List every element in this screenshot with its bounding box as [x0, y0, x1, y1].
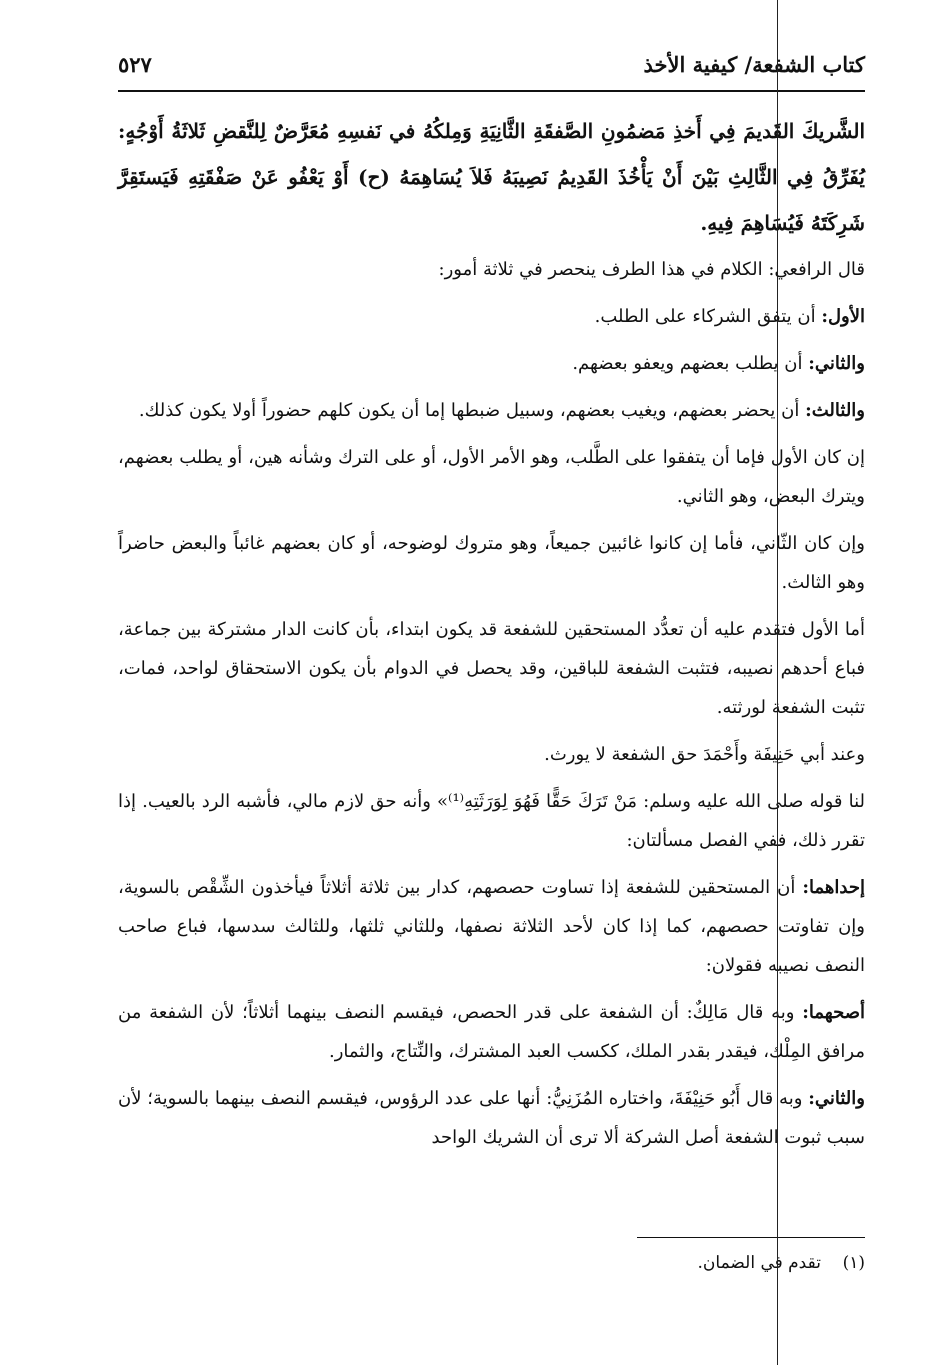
paragraph-term: والثاني:	[808, 1088, 865, 1109]
footnote-marker: (١)	[842, 1253, 865, 1273]
main-text	[118, 108, 865, 1165]
paragraph: الأول: أن يتفق الشركاء على الطلب.	[594, 306, 865, 327]
paragraph: إن كان الأول فإما أن يتفقوا على الطَّلب، وهو الأمر الأول، أو على الترك وشأنه هين، أو يطلب بعضهم، ويترك البعض، وهو الثاني.	[118, 447, 865, 507]
paragraph: وإن كان الثّاني، فأما إن كانوا غائبين جميعاً، وهو متروك لوضوحه، أو كان بعضهم غائباً والبعض حاضراً وهو الثالث.	[118, 533, 865, 593]
header-rule	[118, 90, 865, 92]
paragraph-term: والثاني:	[808, 353, 865, 374]
footnote	[118, 1249, 865, 1277]
footnote-text: تقدم في الضمان.	[697, 1253, 821, 1273]
paragraph-term: أصحهما:	[802, 1002, 865, 1023]
running-header	[118, 50, 865, 78]
paragraph: إحداهما: أن المستحقين للشفعة إذا تساوت حصصهم، كدار بين ثلاثة أثلاثاً فيأخذون الشِّقْص بالسوية، وإن تفاوتت حصصهم، كما إذا كان لأحد الثلاثة نصفها، وللثاني ثلثها، وللثالث سدسها، فباع صاحب النصف نصيبه فقولان:	[118, 877, 865, 976]
page-number: ٥٢٧	[118, 51, 152, 77]
paragraph: قال الرافعي: الكلام في هذا الطرف ينحصر في ثلاثة أمور:	[438, 259, 865, 280]
paragraph: أما الأول فتقدم عليه أن تعدُّد المستحقين للشفعة قد يكون ابتداء، بأن كانت الدار مشتركة بين جماعة، فباع أحدهم نصيبه، فتثبت الشفعة للباقين، وقد يحصل في الدوام بأن يكون الاستحقاق لواحد، فمات، تثبت الشفعة لورثته.	[118, 619, 865, 718]
paragraph-term: إحداهما:	[802, 877, 865, 898]
paragraph: والثاني: أن يطلب بعضهم ويعفو بعضهم.	[572, 353, 865, 374]
matn-lead-text: الشَّريكَ القَديمَ فِي أَخذِ مَضمُونِ الصَّفقَةِ الثَّانِيَةِ وَمِلكُهُ في نَفسِهِ مُعَرَّضٌ لِلنَّقضِ ثَلاثَةُ أَوْجُهٍ: يُفَرِّقُ فِي الثَّالِثِ بَيْنَ أَنْ يَأْخُذَ القَدِيمُ نَصِيبَهُ فَلاَ يُسَاهِمَهُ (ح) أَوْ يَعْفُو عَنْ صَفْقَتِهِ فَيَستَقِرَّ شَرِكَتَهُ فَيُسَاهِمَ فِيهِ.	[118, 119, 865, 235]
scan-fold-line	[777, 0, 778, 1365]
footnote-rule	[637, 1237, 865, 1238]
paragraph-term: والثالث:	[805, 400, 865, 421]
paragraph: والثالث: أن يحضر بعضهم، ويغيب بعضهم، وسبيل ضبطها إما أن يكون كلهم حضوراً أولا يكون كذلك.	[138, 400, 865, 421]
header-title: كتاب الشفعة/ كيفية الأخذ	[643, 51, 865, 77]
paragraph: وعند أبي حَنِيفَة وأَحْمَدَ حق الشفعة لا يورث.	[544, 744, 865, 765]
paragraph: أصحهما: وبه قال مَالِكٌ: أن الشفعة على قدر الحصص، فيقسم النصف بينهما أثلاثاً؛ لأن الشفعة من مرافق المِلْك، فيقدر بقدر الملك، ككسب العبد المشترك، والنِّتاج، والثمار.	[118, 1002, 865, 1062]
paragraph-term: الأول:	[821, 306, 865, 327]
paragraph: لنا قوله صلى الله عليه وسلم: مَنْ تَرَكَ حَقًّا فَهُوَ لِوَرَثَتِهِ⁽¹⁾» وأنه حق لازم مالي، فأشبه الرد بالعيب. إذا تقرر ذلك، ففي الفصل مسألتان:	[118, 791, 865, 851]
paragraph: والثاني: وبه قال أَبُو حَنِيْفَةَ، واختاره المُزَنِيُّ: أنها على عدد الرؤوس، فيقسم النصف بينهما بالسوية؛ لأن سبب ثبوت الشفعة أصل الشركة ألا ترى أن الشريك الواحد	[118, 1088, 865, 1148]
